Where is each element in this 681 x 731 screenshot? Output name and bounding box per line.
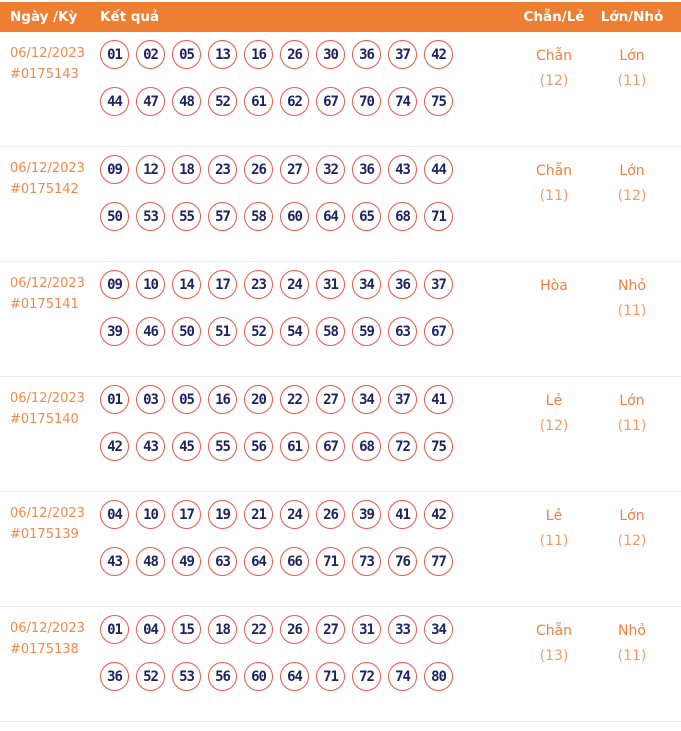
big-small-cell [593, 270, 671, 376]
lottery-ball: 56 [208, 662, 237, 691]
big-small-label: Nhỏ [618, 278, 646, 294]
lottery-ball: 01 [100, 40, 129, 69]
lottery-ball: 22 [280, 385, 309, 414]
lottery-ball: 17 [172, 500, 201, 529]
lottery-ball: 03 [136, 385, 165, 414]
drawn-numbers-cell [100, 615, 515, 721]
lottery-ball: 52 [244, 317, 273, 346]
lottery-ball: 22 [244, 615, 273, 644]
lottery-ball: 52 [208, 87, 237, 116]
even-odd-cell [515, 500, 593, 606]
lottery-ball: 34 [424, 615, 453, 644]
even-odd-count: (11) [539, 188, 569, 204]
draw-date: 06/12/2023 [10, 506, 85, 521]
table-header-row [0, 2, 681, 32]
lottery-ball: 23 [244, 270, 273, 299]
drawn-numbers-cell [100, 40, 515, 146]
lottery-ball: 31 [316, 270, 345, 299]
big-small-cell [593, 500, 671, 606]
lottery-ball: 49 [172, 547, 201, 576]
result-row [0, 377, 681, 492]
big-small-count: (11) [617, 73, 647, 89]
draw-period: #0175140 [10, 412, 79, 427]
numbers-line-1 [100, 385, 515, 414]
lottery-ball: 67 [316, 432, 345, 461]
result-row [0, 262, 681, 377]
lottery-ball: 18 [172, 155, 201, 184]
lottery-ball: 16 [208, 385, 237, 414]
draw-period: #0175139 [10, 527, 79, 542]
lottery-ball: 26 [280, 615, 309, 644]
lottery-results-table [0, 2, 681, 722]
lottery-ball: 37 [424, 270, 453, 299]
lottery-ball: 71 [316, 662, 345, 691]
big-small-count: (12) [617, 188, 647, 204]
lottery-ball: 51 [208, 317, 237, 346]
header-cell-even-odd: Chẵn/Lẻ [523, 9, 585, 25]
header-cell-big-small: Lớn/Nhỏ [600, 9, 664, 25]
numbers-line-2 [100, 662, 515, 691]
lottery-ball: 74 [388, 87, 417, 116]
lottery-ball: 50 [100, 202, 129, 231]
lottery-ball: 75 [424, 432, 453, 461]
lottery-ball: 24 [280, 270, 309, 299]
lottery-ball: 61 [280, 432, 309, 461]
lottery-ball: 74 [388, 662, 417, 691]
draw-info-cell [10, 270, 100, 376]
lottery-ball: 75 [424, 87, 453, 116]
lottery-ball: 52 [136, 662, 165, 691]
big-small-label: Nhỏ [618, 623, 646, 639]
numbers-line-1 [100, 40, 515, 69]
lottery-ball: 15 [172, 615, 201, 644]
lottery-ball: 17 [208, 270, 237, 299]
lottery-ball: 23 [208, 155, 237, 184]
lottery-ball: 36 [352, 40, 381, 69]
draw-period: #0175141 [10, 297, 79, 312]
drawn-numbers-cell [100, 385, 515, 491]
lottery-ball: 48 [172, 87, 201, 116]
lottery-ball: 19 [208, 500, 237, 529]
big-small-cell [593, 385, 671, 491]
lottery-ball: 77 [424, 547, 453, 576]
even-odd-cell [515, 270, 593, 376]
even-odd-label: Chẵn [535, 623, 573, 639]
big-small-cell [593, 155, 671, 261]
even-odd-cell [515, 385, 593, 491]
even-odd-cell [515, 615, 593, 721]
numbers-line-2 [100, 202, 515, 231]
result-row [0, 147, 681, 262]
lottery-ball: 27 [316, 385, 345, 414]
lottery-ball: 64 [316, 202, 345, 231]
lottery-ball: 09 [100, 155, 129, 184]
lottery-ball: 26 [316, 500, 345, 529]
lottery-ball: 36 [352, 155, 381, 184]
lottery-ball: 71 [424, 202, 453, 231]
lottery-ball: 33 [388, 615, 417, 644]
lottery-ball: 13 [208, 40, 237, 69]
lottery-ball: 54 [280, 317, 309, 346]
lottery-ball: 68 [388, 202, 417, 231]
lottery-ball: 56 [244, 432, 273, 461]
draw-date: 06/12/2023 [10, 46, 85, 61]
draw-info-cell [10, 615, 100, 721]
even-odd-label: Lẻ [545, 508, 563, 524]
lottery-ball: 43 [100, 547, 129, 576]
lottery-ball: 01 [100, 385, 129, 414]
even-odd-count: (12) [539, 73, 569, 89]
lottery-ball: 37 [388, 40, 417, 69]
lottery-ball: 01 [100, 615, 129, 644]
lottery-ball: 72 [388, 432, 417, 461]
lottery-ball: 60 [280, 202, 309, 231]
draw-period: #0175138 [10, 642, 79, 657]
lottery-ball: 37 [388, 385, 417, 414]
numbers-line-2 [100, 87, 515, 116]
even-odd-label: Lẻ [545, 393, 563, 409]
lottery-ball: 04 [100, 500, 129, 529]
lottery-ball: 31 [352, 615, 381, 644]
even-odd-count: (13) [539, 648, 569, 664]
lottery-ball: 66 [280, 547, 309, 576]
lottery-ball: 44 [100, 87, 129, 116]
lottery-ball: 21 [244, 500, 273, 529]
lottery-ball: 39 [352, 500, 381, 529]
numbers-line-2 [100, 317, 515, 346]
even-odd-count: (11) [539, 533, 569, 549]
lottery-ball: 60 [244, 662, 273, 691]
result-row [0, 607, 681, 722]
lottery-ball: 27 [316, 615, 345, 644]
lottery-ball: 63 [208, 547, 237, 576]
lottery-ball: 42 [424, 500, 453, 529]
lottery-ball: 55 [172, 202, 201, 231]
lottery-ball: 36 [388, 270, 417, 299]
numbers-line-1 [100, 615, 515, 644]
draw-info-cell [10, 40, 100, 146]
lottery-ball: 14 [172, 270, 201, 299]
numbers-line-2 [100, 547, 515, 576]
lottery-ball: 43 [388, 155, 417, 184]
lottery-ball: 64 [244, 547, 273, 576]
lottery-ball: 72 [352, 662, 381, 691]
drawn-numbers-cell [100, 500, 515, 606]
draw-period: #0175143 [10, 67, 79, 82]
big-small-count: (11) [617, 648, 647, 664]
lottery-ball: 36 [100, 662, 129, 691]
lottery-ball: 48 [136, 547, 165, 576]
lottery-ball: 68 [352, 432, 381, 461]
lottery-ball: 53 [172, 662, 201, 691]
lottery-ball: 41 [388, 500, 417, 529]
lottery-ball: 44 [424, 155, 453, 184]
numbers-line-2 [100, 432, 515, 461]
lottery-ball: 42 [100, 432, 129, 461]
even-odd-count: (12) [539, 418, 569, 434]
lottery-ball: 58 [316, 317, 345, 346]
drawn-numbers-cell [100, 270, 515, 376]
draw-date: 06/12/2023 [10, 621, 85, 636]
numbers-line-1 [100, 270, 515, 299]
even-odd-cell [515, 155, 593, 261]
lottery-ball: 53 [136, 202, 165, 231]
even-odd-label: Chẵn [535, 48, 573, 64]
lottery-ball: 04 [136, 615, 165, 644]
even-odd-cell [515, 40, 593, 146]
lottery-ball: 67 [424, 317, 453, 346]
lottery-ball: 26 [244, 155, 273, 184]
big-small-cell [593, 615, 671, 721]
lottery-ball: 32 [316, 155, 345, 184]
lottery-ball: 09 [100, 270, 129, 299]
drawn-numbers-cell [100, 155, 515, 261]
draw-date: 06/12/2023 [10, 391, 85, 406]
lottery-ball: 47 [136, 87, 165, 116]
lottery-ball: 27 [280, 155, 309, 184]
lottery-ball: 34 [352, 385, 381, 414]
big-small-label: Lớn [619, 393, 645, 409]
result-row [0, 32, 681, 147]
draw-info-cell [10, 385, 100, 491]
result-row [0, 492, 681, 607]
even-odd-label: Hòa [540, 278, 568, 294]
lottery-ball: 30 [316, 40, 345, 69]
big-small-label: Lớn [619, 508, 645, 524]
lottery-ball: 10 [136, 270, 165, 299]
lottery-ball: 71 [316, 547, 345, 576]
lottery-ball: 43 [136, 432, 165, 461]
lottery-ball: 20 [244, 385, 273, 414]
draw-date: 06/12/2023 [10, 276, 85, 291]
lottery-ball: 63 [388, 317, 417, 346]
results-rows [0, 32, 681, 722]
numbers-line-1 [100, 500, 515, 529]
lottery-ball: 50 [172, 317, 201, 346]
lottery-ball: 05 [172, 40, 201, 69]
lottery-ball: 12 [136, 155, 165, 184]
big-small-count: (12) [617, 533, 647, 549]
lottery-ball: 58 [244, 202, 273, 231]
lottery-ball: 76 [388, 547, 417, 576]
lottery-ball: 34 [352, 270, 381, 299]
lottery-ball: 80 [424, 662, 453, 691]
lottery-ball: 55 [208, 432, 237, 461]
lottery-ball: 59 [352, 317, 381, 346]
big-small-count: (11) [617, 418, 647, 434]
lottery-ball: 05 [172, 385, 201, 414]
lottery-ball: 45 [172, 432, 201, 461]
lottery-ball: 62 [280, 87, 309, 116]
lottery-ball: 41 [424, 385, 453, 414]
lottery-ball: 18 [208, 615, 237, 644]
lottery-ball: 10 [136, 500, 165, 529]
header-cell-result: Kết quả [100, 9, 160, 25]
big-small-count: (11) [617, 303, 647, 319]
even-odd-label: Chẵn [535, 163, 573, 179]
draw-info-cell [10, 155, 100, 261]
lottery-ball: 64 [280, 662, 309, 691]
lottery-ball: 42 [424, 40, 453, 69]
lottery-ball: 26 [280, 40, 309, 69]
big-small-label: Lớn [619, 48, 645, 64]
big-small-label: Lớn [619, 163, 645, 179]
lottery-ball: 70 [352, 87, 381, 116]
lottery-ball: 46 [136, 317, 165, 346]
lottery-ball: 02 [136, 40, 165, 69]
header-cell-date: Ngày /Kỳ [10, 9, 78, 25]
lottery-ball: 65 [352, 202, 381, 231]
lottery-ball: 67 [316, 87, 345, 116]
lottery-ball: 57 [208, 202, 237, 231]
lottery-ball: 16 [244, 40, 273, 69]
lottery-ball: 24 [280, 500, 309, 529]
big-small-cell [593, 40, 671, 146]
draw-period: #0175142 [10, 182, 79, 197]
lottery-ball: 73 [352, 547, 381, 576]
lottery-ball: 61 [244, 87, 273, 116]
numbers-line-1 [100, 155, 515, 184]
draw-date: 06/12/2023 [10, 161, 85, 176]
lottery-ball: 39 [100, 317, 129, 346]
draw-info-cell [10, 500, 100, 606]
